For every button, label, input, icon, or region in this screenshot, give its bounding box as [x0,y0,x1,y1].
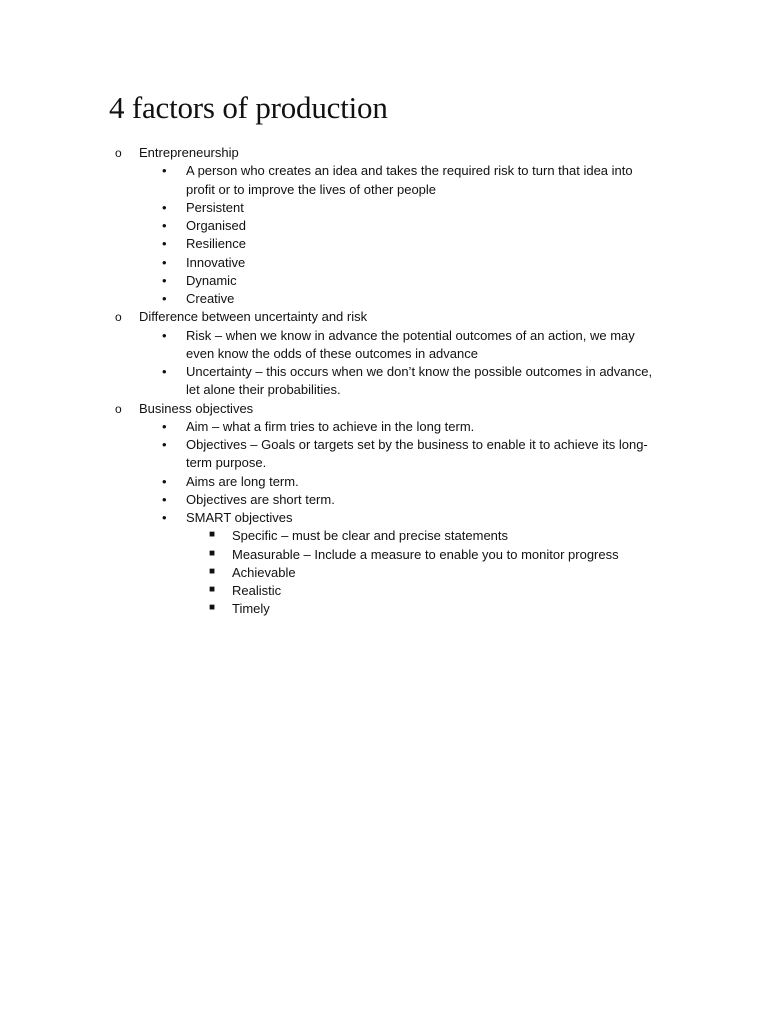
list-item [162,418,699,436]
bullet-icon: • [162,272,167,288]
list-item [162,473,699,491]
bullet-icon: • [162,418,167,434]
bullet-icon: • [162,437,167,452]
list-item-text: Objectives are short term. [186,491,335,507]
list-item-text: Persistent [186,199,244,215]
list-item-text: Objectives – Goals or targets set by the business to enable it to achieve its long-term purpose. [186,437,648,471]
bullet-icon: • [162,236,167,252]
list-item-text: Resilience [186,236,246,252]
list-item [162,235,699,253]
list-item [162,491,699,509]
smart-list-item [209,546,699,564]
bullet-icon: • [162,199,167,215]
list-item [162,272,699,290]
bullet-icon: • [162,327,167,343]
outline-section-business-objectives [115,400,699,619]
hollow-circle-bullet-icon: o [115,146,122,160]
smart-list-item [209,600,699,618]
list-item-text: Aims are long term. [186,473,299,489]
list-item [162,162,699,199]
list-item-text: Uncertainty – this occurs when we don’t know the possible outcomes in advance, let alone their probabilities. [186,364,653,398]
square-bullet-icon: ■ [209,565,216,577]
smart-sublist [209,527,699,618]
list-item-text: Dynamic [186,272,237,288]
smart-list-item [209,582,699,600]
list-item-text: Aim – what a firm tries to achieve in the long term. [186,418,475,434]
smart-item-text: Achievable [232,564,296,580]
bullet-icon: • [162,218,167,233]
sublist [162,418,699,619]
bullet-icon: • [162,254,167,270]
bullet-icon: • [162,491,167,507]
section-heading: Difference between uncertainty and risk [139,309,368,325]
bullet-icon: • [162,163,167,179]
list-item [162,217,699,235]
square-bullet-icon: ■ [209,547,216,559]
smart-list-item [209,564,699,582]
list-item [162,363,699,400]
list-item-text: Creative [186,291,235,306]
list-item-text: Innovative [186,254,246,270]
smart-item-text: Specific – must be clear and precise statements [232,528,509,544]
outline-section-entrepreneurship [115,144,699,308]
smart-item-text: Measurable – Include a measure to enable you to monitor progress [232,546,619,562]
section-heading: Entrepreneurship [139,145,239,160]
list-item [162,509,699,619]
smart-item-text: Timely [232,601,270,617]
sublist [162,327,699,400]
bullet-icon: • [162,510,167,525]
sublist [162,162,699,308]
list-item [162,436,699,473]
list-item [162,254,699,272]
list-item-text: Risk – when we know in advance the potential outcomes of an action, we may even know the odds of these outcomes in advance [186,327,635,361]
square-bullet-icon: ■ [209,602,216,614]
smart-list-item [209,527,699,545]
outline-list [115,144,699,619]
list-item [162,327,699,364]
list-item [162,290,699,308]
bullet-icon: • [162,291,167,306]
hollow-circle-bullet-icon: o [115,310,122,325]
smart-item-text: Realistic [232,583,282,598]
outline-section-uncertainty-risk [115,308,699,399]
square-bullet-icon: ■ [209,584,216,595]
list-item-text: SMART objectives [186,510,293,525]
list-item [162,199,699,217]
bullet-icon: • [162,473,167,489]
page-title: 4 factors of production [109,90,388,125]
list-item-text: A person who creates an idea and takes the required risk to turn that idea into profit or to improve the lives of other people [186,163,633,197]
bullet-icon: • [162,364,167,379]
square-bullet-icon: ■ [209,529,216,541]
section-heading: Business objectives [139,400,254,416]
hollow-circle-bullet-icon: o [115,401,122,416]
list-item-text: Organised [186,218,246,233]
